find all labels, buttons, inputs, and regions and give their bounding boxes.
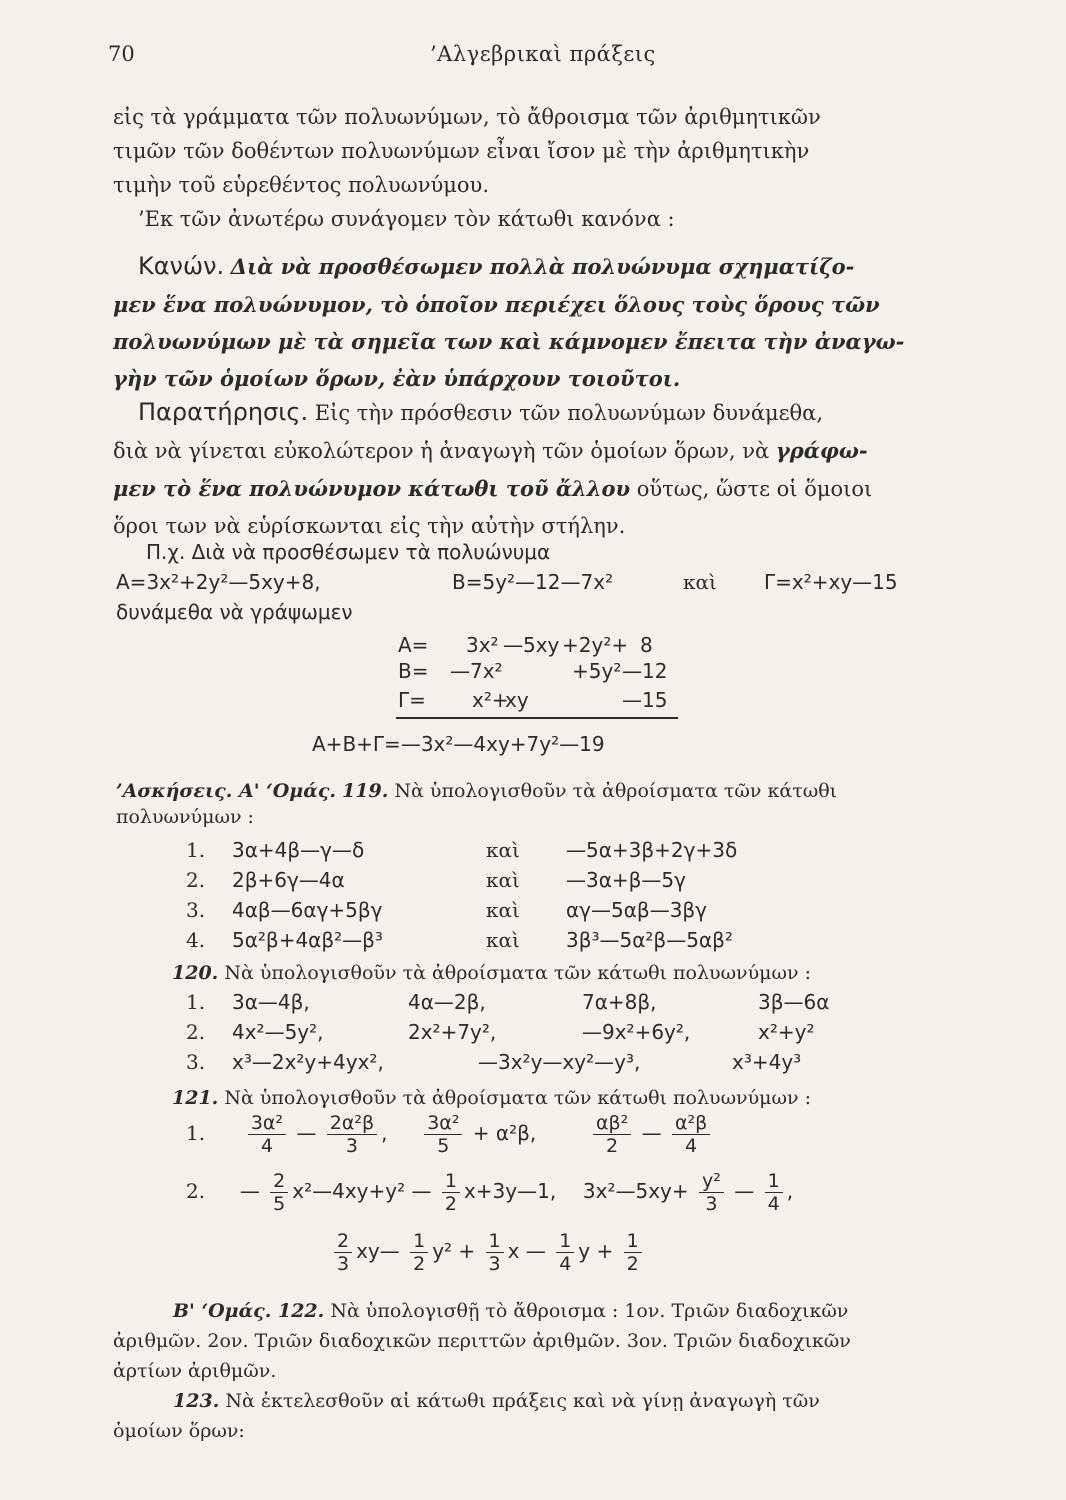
remark-text: ὅροι των νὰ εὑρίσκωνται εἰς τὴν αὐτὴν στήλην. [113,514,626,538]
exercise-text: ὁμοίων ὅρων: [113,1420,245,1442]
exercise-text: Νὰ ὑπολογισθοῦν τὰ ἀθροίσματα τῶν κάτωθι πολυωνύμων : [224,1087,811,1109]
rule-text: Διὰ νὰ προσθέσωμεν πολλὰ πολυώνυμα σχηματίζο- [230,254,855,279]
fraction: $\frac{\text{αβ²}}{2}$ [593,1112,631,1157]
fraction: $\frac{2}{3}$ [334,1230,352,1275]
exercise-number: 119. [342,780,389,802]
rule-label: Κανών. [138,252,225,280]
exercise-121 [172,1087,811,1109]
exercise-119 [116,780,837,802]
exercise-text: ἀριθμῶν. 2ον. Τριῶν διαδοχικῶν περιττῶν ἀριθμῶν. 3ον. Τριῶν διαδοχικῶν [113,1330,851,1352]
exercise-text: ἀρτίων ἀριθμῶν. [113,1360,277,1382]
poly-B: Β=5y²—12—7x² [452,570,614,594]
fraction: $\frac{\text{α²β}}{4}$ [672,1112,710,1157]
fraction: $\frac{\text{3α²}}{5}$ [424,1112,462,1157]
exercise-number: 121. [172,1087,219,1109]
fraction: $\frac{1}{2}$ [442,1170,460,1215]
exercise-123 [113,1386,963,1446]
remark-text: Εἰς τὴν πρόσθεσιν τῶν πολυωνύμων δυνάμεθα, [314,401,824,425]
fraction: $\frac{2}{5}$ [270,1170,288,1215]
exercise-120 [172,962,811,984]
page-number: 70 [108,42,135,66]
fraction-line-2: 2. — $\frac{2}{5}$ x²—4xy+y² — $\frac{1}{2}$ x+3y—1, 3x²—5xy+ $\frac{\text{y²}}{3}$ — $\frac{1}{4}$ , [186,1170,794,1215]
intro-line: ’Εκ τῶν ἀνωτέρω συνάγομεν τὸν κάτωθι κανόνα : [138,207,675,231]
sum-rule [396,717,678,719]
fraction: $\frac{1}{4}$ [556,1230,574,1275]
fraction: $\frac{\text{y²}}{3}$ [699,1170,724,1215]
rule-paragraph [113,248,963,397]
poly-G: Γ=x²+xy—15 [764,570,898,594]
exercise-text: Νὰ ἐκτελεσθοῦν αἱ κάτωθι πράξεις καὶ νὰ γίνῃ ἀναγωγὴ τῶν [225,1390,820,1412]
exercise-text: Νὰ ὑπολογισθοῦν τὰ ἀθροίσματα τῶν κάτωθι πολυωνύμων : [224,962,811,984]
remark-emphasis: μεν τὸ ἕνα πολυώνυμον κάτωθι τοῦ ἄλλου [113,476,631,501]
remark-emphasis: γράφω- [775,438,868,463]
rule-text: πολυωνύμων μὲ τὰ σημεῖα των καὶ κάμνομεν ἔπειτα τὴν ἀναγω- [113,329,905,354]
and-word: καὶ [683,570,717,594]
rule-text: μεν ἕνα πολυώνυμον, τὸ ὁποῖον περιέχει ὅλους τοὺς ὅρους τῶν [113,292,880,317]
poly-A: Α=3x²+2y²—5xy+8, [116,570,321,594]
fraction: $\frac{\text{3α²}}{4}$ [248,1112,286,1157]
intro-line: τιμὴν τοῦ εὑρεθέντος πολυωνύμου. [113,173,489,197]
fraction: $\frac{1}{2}$ [410,1230,428,1275]
example-intro: Π.χ. Διὰ νὰ προσθέσωμεν τὰ πολυώνυμα [146,540,551,564]
remark-text: οὕτως, ὥστε οἱ ὅμοιοι [636,477,873,501]
fraction-line-1: 1. $\frac{\text{3α²}}{4}$ — $\frac{\text{2α²β}}{3}$ , $\frac{\text{3α²}}{5}$ + α²β, $\frac{\text{αβ²}}{2}$ — $\frac{\text{α²β}}{4}$ [186,1112,714,1157]
fraction-line-3: $\frac{2}{3}$ xy— $\frac{1}{2}$ y² + $\frac{1}{3}$ x — $\frac{1}{4}$ y + $\frac{1}{2}$ [330,1230,646,1275]
intro-line: τιμῶν τῶν δοθέντων πολυωνύμων εἶναι ἴσον μὲ τὴν ἀριθμητικὴν [113,139,810,163]
running-title: ’Αλγεβρικαὶ πράξεις [430,42,656,66]
exercise-heading: ’Ασκήσεις. Α' ‘Ομάς. [116,780,337,802]
exercise-number: 123. [173,1390,220,1412]
exercise-text: Νὰ ὑπολογισθοῦν τὰ ἀθροίσματα τῶν κάτωθι [394,780,838,802]
fraction: $\frac{1}{2}$ [624,1230,642,1275]
intro-line: εἰς τὰ γράμματα τῶν πολυωνύμων, τὸ ἄθροισμα τῶν ἀριθμητικῶν [113,105,821,129]
remark-text: διὰ νὰ γίνεται εὐκολώτερον ἡ ἀναγωγὴ τῶν ὁμοίων ὅρων, νὰ [113,439,770,463]
addition-sum: Α+Β+Γ=—3x²—4xy+7y²—19 [312,732,605,756]
remark-label: Παρατήρησις. [138,398,309,426]
exercise-text: Νὰ ὑπολογισθῇ τὸ ἄθροισμα : 1ον. Τριῶν διαδοχικῶν [330,1300,849,1322]
book-page: 70 ’Αλγεβρικαὶ πράξεις εἰς τὰ γράμματα τῶν πολυωνύμων, τὸ ἄθροισμα τῶν ἀριθμητικῶν τιμῶν τῶν δοθέντων πολυωνύμων εἶναι ἴσον μὲ τὴν ἀριθμητικὴν τιμὴν τοῦ εὑρεθέντος πολυωνύμου. ’Εκ τῶν ἀνωτέρω συνάγομεν τὸν κάτωθι κανόνα : Κανών. Διὰ νὰ προσθέσωμεν πολλὰ πολυώνυμα σχηματίζο- μεν ἕνα πολυώνυμον, τὸ ὁποῖον περιέχει ὅλους τοὺς ὅρους τῶν πολυωνύμων μὲ τὰ σημεῖα των καὶ κάμνομεν ἔπειτα τὴν ἀναγω- γὴν τῶν ὁμοίων ὅρων, ἐὰν ὑπάρχουν τοιοῦτοι. Παρατήρησις. Εἰς τὴν πρόσθεσιν τῶν πολυωνύμων δυνάμεθα, διὰ νὰ γίνεται εὐκολώτερον ἡ ἀναγωγὴ τῶν ὁμοίων ὅρων, νὰ γράφω- μεν τὸ ἕνα πολυώνυμον κάτωθι τοῦ ἄλλου οὕτως, ὥστε οἱ ὅμοιοι ὅροι των νὰ εὑρίσκωνται εἰς τὴν αὐτὴν στήλην. Π.χ. Διὰ νὰ προσθέσωμεν τὰ πολυώνυμα Α=3x²+2y²—5xy+8, Β=5y²—12—7x² καὶ Γ=x²+xy—15 δυνάμεθα νὰ γράψωμεν Α= 3x² —5xy +2y²+ 8 Β= —7x² +5y² —12 Γ= x²+ xy —15 Α+Β+Γ=—3x²—4xy+7y²—19 ’Ασκήσεις. Α' ‘Ομάς. 119. Νὰ ὑπολογισθοῦν τὰ ἀθροίσματα τῶν κάτωθι πολυωνύμων : 1. 3α+4β—γ—δ καὶ —5α+3β+2γ+3δ 2. 2β+6γ—4α καὶ —3α+β—5γ 3. 4αβ—6αγ+5βγ καὶ αγ—5αβ—3βγ 4. 5α²β+4αβ²—β³ καὶ 3β³—5α²β—5αβ² 120. Νὰ ὑπολογισθοῦν τὰ ἀθροίσματα τῶν κάτωθι πολυωνύμων : 1. 3α—4β, 4α—2β, 7α+8β, 3β—6α 2. 4x²—5y², 2x²+7y², —9x²+6y², x²+y² 3. x³—2x²y+4yx², —3x²y—xy²—y³, x³+4y³ 121. Νὰ ὑπολογισθοῦν τὰ ἀθροίσματα τῶν κάτωθι πολυωνύμων : 1. $\frac{\text{3α²}}{4}$ — $\frac{\text{2α²β}}{3}$ , $\frac{\text{3α²}}{5}$ + α²β, $\frac{\text{αβ²}}{2}$ — $\frac{\text{α²β}}{4}$ 2. — $\frac{2}{5}$ x²—4xy+y² — $\frac{1}{2}$ x+3y—1, 3x²—5xy+ $\frac{\text{y²}}{3}$ — $\frac{1}{4}$ , $\frac{2}{3}$ xy— $\frac{1}{2}$ y² + $\frac{1}{3}$ x — $\frac{1}{4}$ y + $\frac{1}{2}$ Β' ‘Ομάς. 122. Νὰ ὑπολογισθῇ τὸ ἄθροισμα : 1ον. Τριῶν διαδοχικῶν ἀριθμῶν. 2ον. Τριῶν διαδοχικῶν περιττῶν ἀριθμῶν. 3ον. Τριῶν διαδοχικῶν ἀρτίων ἀριθμῶν. 123. Νὰ ἐκτελεσθοῦν αἱ κάτωθι πράξεις καὶ νὰ γίνῃ ἀναγωγὴ τῶν ὁμοίων ὅρων: [0,0,1066,1500]
exercise-text: πολυωνύμων : [116,806,254,828]
rule-text: γὴν τῶν ὁμοίων ὅρων, ἐὰν ὑπάρχουν τοιοῦτοι. [113,366,681,391]
example-write: δυνάμεθα νὰ γράψωμεν [116,600,353,624]
exercise-number: 120. [172,962,219,984]
fraction: $\frac{\text{2α²β}}{3}$ [327,1112,377,1157]
remark-paragraph [113,394,963,545]
fraction: $\frac{1}{3}$ [486,1230,504,1275]
intro-paragraph [113,100,963,236]
exercise-heading: Β' ‘Ομάς. 122. [173,1300,325,1322]
fraction: $\frac{1}{4}$ [765,1170,783,1215]
exercise-122 [113,1296,963,1386]
